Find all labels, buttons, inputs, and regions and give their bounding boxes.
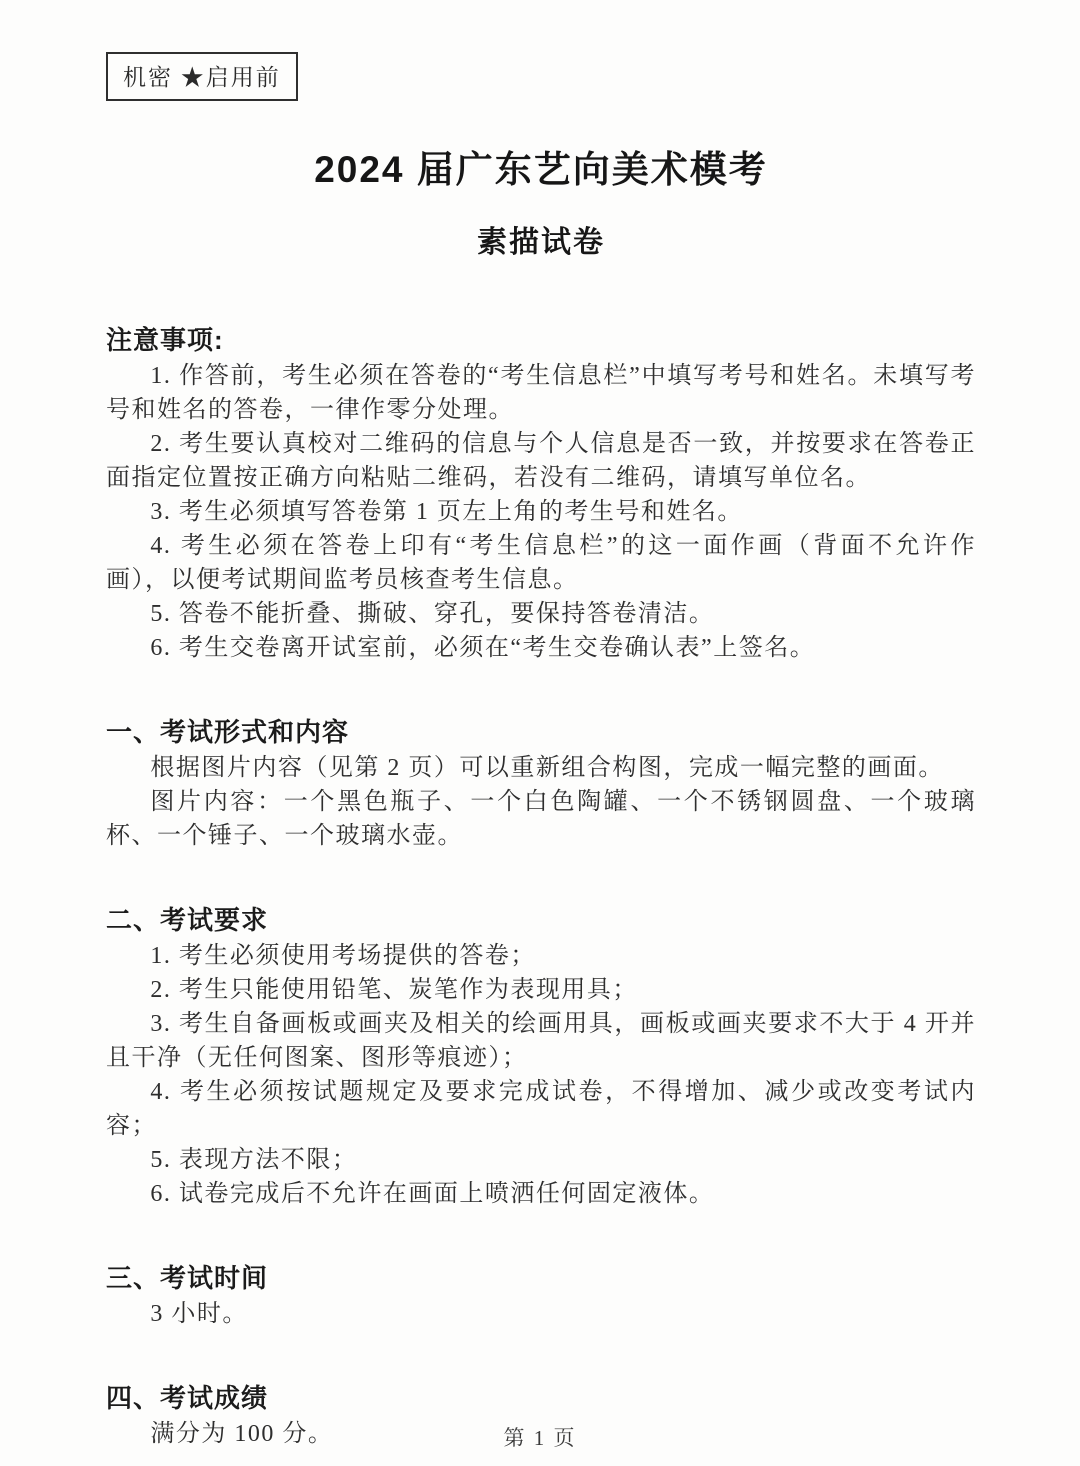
section-exam-time: [106, 1261, 976, 1331]
exam-score-value: 满分为 100 分。: [150, 1421, 334, 1447]
section-4-heading: 四、考试成绩: [106, 1383, 269, 1413]
exam-title: 2024 届广东艺向美术模考: [314, 149, 768, 190]
notice-item-4: 4. 考生必须在答卷上印有“考生信息栏”的这一面作画（背面不允许作画），以便考试期间监考员核查考生信息。: [106, 533, 976, 593]
notice-item-2: 2. 考生要认真校对二维码的信息与个人信息是否一致，并按要求在答卷正面指定位置按正确方向粘贴二维码，若没有二维码，请填写单位名。: [106, 431, 976, 491]
section-exam-form-and-content: [106, 715, 976, 853]
requirement-item-6: 6. 试卷完成后不允许在画面上喷洒任何固定液体。: [150, 1181, 715, 1207]
requirement-item-3: 3. 考生自备画板或画夹及相关的绘画用具，画板或画夹要求不大于 4 开并且干净（无任何图案、图形等痕迹）；: [106, 1011, 976, 1071]
section-3-heading: 三、考试时间: [106, 1263, 269, 1293]
section-1-paragraph-2: 图片内容：一个黑色瓶子、一个白色陶罐、一个不锈钢圆盘、一个玻璃杯、一个锤子、一个玻璃水壶。: [106, 789, 976, 849]
requirement-item-1: 1. 考生必须使用考场提供的答卷；: [150, 943, 536, 969]
section-1-heading: 一、考试形式和内容: [106, 717, 350, 747]
confidential-label: 机密 ★启用前: [123, 65, 281, 90]
notice-item-6: 6. 考生交卷离开试室前，必须在“考生交卷确认表”上签名。: [150, 635, 816, 661]
requirement-item-5: 5. 表现方法不限；: [150, 1147, 358, 1173]
requirement-item-2: 2. 考生只能使用铅笔、炭笔作为表现用具；: [150, 977, 638, 1003]
notice-item-3: 3. 考生必须填写答卷第 1 页左上角的考生号和姓名。: [150, 499, 743, 525]
requirement-item-4: 4. 考生必须按试题规定及要求完成试卷，不得增加、减少或改变考试内容；: [106, 1079, 976, 1139]
section-2-heading: 二、考试要求: [106, 905, 269, 935]
notice-item-5: 5. 答卷不能折叠、撕破、穿孔，要保持答卷清洁。: [150, 601, 715, 627]
section-exam-requirements: [106, 903, 976, 1211]
notice-section: [106, 323, 976, 665]
section-1-paragraph-1: 根据图片内容（见第 2 页）可以重新组合构图，完成一幅完整的画面。: [150, 755, 944, 781]
exam-subtitle: 素描试卷: [477, 226, 605, 259]
confidential-stamp: [106, 52, 298, 101]
exam-time-value: 3 小时。: [150, 1301, 248, 1327]
page-number: 第 1 页: [503, 1426, 577, 1450]
notice-heading: 注意事项:: [106, 325, 224, 355]
notice-item-1: 1. 作答前，考生必须在答卷的“考生信息栏”中填写考号和姓名。未填写考号和姓名的答卷，一律作零分处理。: [106, 363, 976, 423]
